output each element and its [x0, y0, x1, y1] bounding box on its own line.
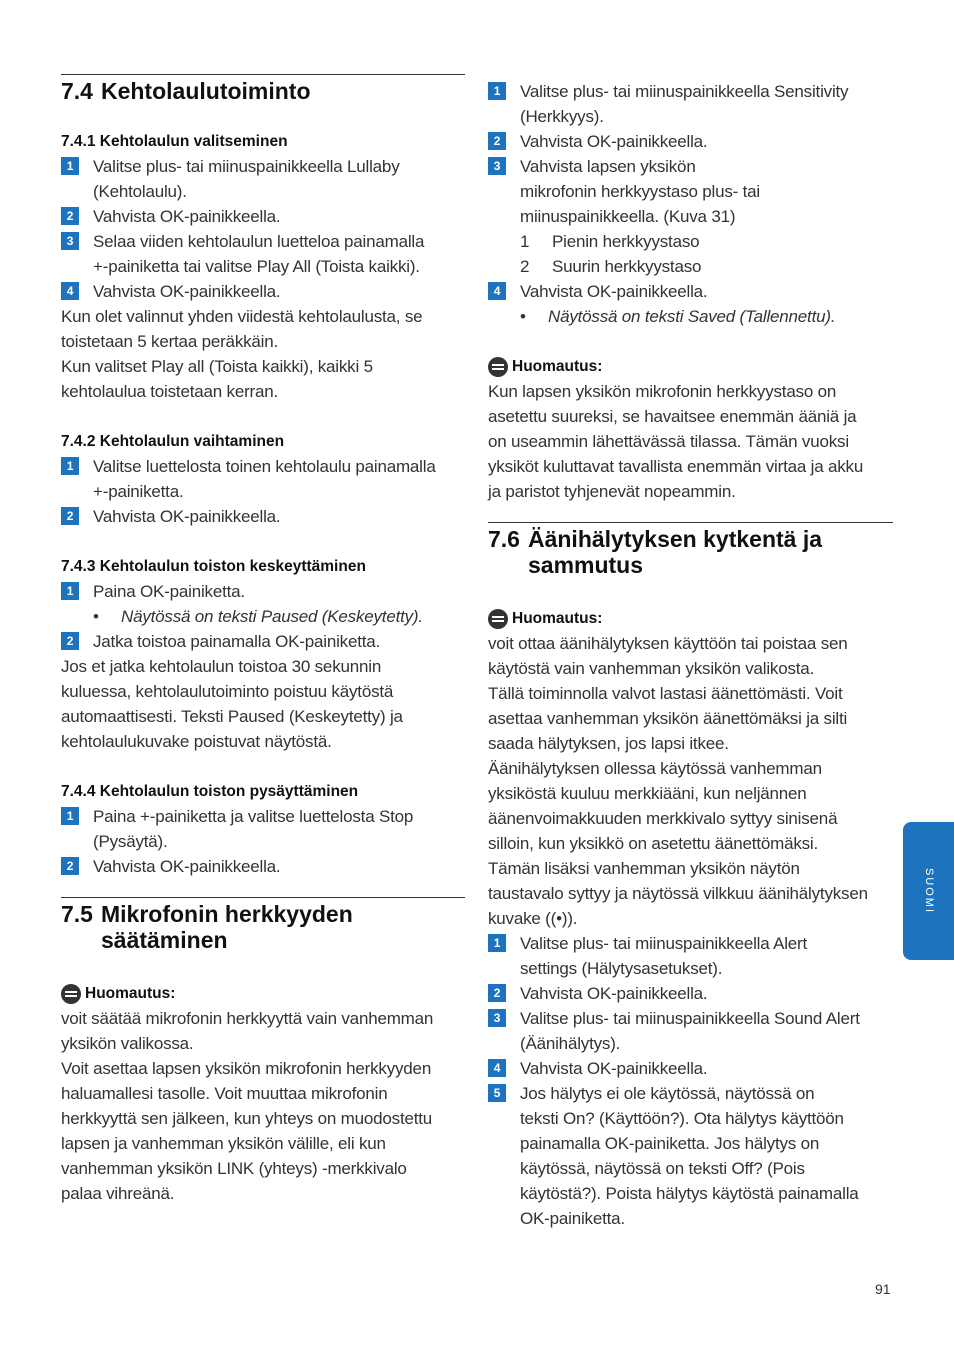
text-line: kehtolaulukuvake poistuvat näytöstä. [61, 732, 332, 751]
step-number-badge: 2 [61, 207, 79, 225]
step-number-badge: 1 [61, 457, 79, 475]
text-line: Voit asettaa lapsen yksikön mikrofonin herkkyyden [61, 1059, 432, 1078]
text-line: haluamallesi tasolle. Voit muuttaa mikrofonin [61, 1084, 388, 1103]
text-line: voit ottaa äänihälytyksen käyttöön tai poistaa sen [488, 634, 848, 653]
text-line: Kun olet valinnut yhden viidestä kehtolaulusta, se [61, 307, 423, 326]
step-list [61, 454, 465, 529]
step-item: 2 Vahvista OK-painikkeella. [61, 504, 465, 529]
text-line: äänenvoimakkuuden merkkivalo syttyy sinisenä [488, 809, 838, 828]
text-line: herkkyyttä sen jälkeen, kun yhteys on muodostettu [61, 1109, 433, 1128]
step-item: 3 Selaa viiden kehtolaulun luetteloa painamalla +-painiketta tai valitse Play All (Toista kaikki). [61, 229, 465, 279]
step-item: 4 Vahvista OK-painikkeella. [488, 279, 893, 304]
text-line: yksikön valikossa. [61, 1034, 194, 1053]
language-side-tab: SUOMI [903, 822, 954, 960]
step-item: 2 Vahvista OK-painikkeella. [61, 854, 465, 879]
step-number-badge: 4 [61, 282, 79, 300]
text-line: toistetaan 5 kertaa peräkkäin. [61, 332, 279, 351]
text-line: asetettu suureksi, se havaitsee enemmän ääniä ja [488, 407, 857, 426]
step-number-badge: 3 [61, 232, 79, 250]
note-text [61, 1006, 465, 1206]
step-number-badge: 2 [61, 632, 79, 650]
step-number-badge: 1 [61, 807, 79, 825]
step-item: 4 Vahvista OK-painikkeella. [488, 1056, 893, 1081]
section-heading-7-4: 7.4 Kehtolaulutoiminto [61, 74, 465, 104]
page-number: 91 [875, 1281, 891, 1297]
right-column [488, 79, 893, 1231]
text-line: Tällä toiminnolla valvot lastasi äänettömästi. Voit [488, 684, 843, 703]
step-number-badge: 3 [488, 1009, 506, 1027]
step-item: 1 Valitse plus- tai miinuspainikkeella Lullaby (Kehtolaulu). [61, 154, 465, 204]
step-number-badge: 2 [488, 132, 506, 150]
text-line: on useammin lähettävässä tilassa. Tämän vuoksi [488, 432, 849, 451]
note-text [488, 379, 893, 504]
level-item: 2 Suurin herkkyystaso [520, 257, 702, 276]
step-list [61, 804, 465, 879]
text-line: saada hälytyksen, jos lapsi itkee. [488, 734, 729, 753]
step-number-badge: 1 [488, 82, 506, 100]
left-column [61, 74, 465, 1206]
step-list [61, 154, 465, 304]
text-line: Kun lapsen yksikön mikrofonin herkkyystaso on [488, 382, 837, 401]
text-line: Kun valitset Play all (Toista kaikki), kaikki 5 [61, 357, 373, 376]
text-line: ja paristot tyhjenevät nopeammin. [488, 482, 736, 501]
text-line: palaa vihreänä. [61, 1184, 175, 1203]
step-item: 1 Paina OK-painiketta. [61, 579, 465, 604]
step-item: 1 Valitse luettelosta toinen kehtolaulu painamalla +-painiketta. [61, 454, 465, 504]
paragraph [61, 304, 465, 404]
subsection-heading-7-4-1: 7.4.1 Kehtolaulun valitseminen [61, 133, 288, 150]
step-number-badge: 1 [488, 934, 506, 952]
level-item: 1 Pienin herkkyystaso [520, 232, 700, 251]
text-line: silloin, kun yksikkö on asetettu äänettömäksi. [488, 834, 819, 853]
step-number-badge: 3 [488, 157, 506, 175]
note-icon [488, 357, 508, 377]
text-line: vanhemman yksikön LINK (yhteys) -merkkivalo [61, 1159, 407, 1178]
text-line: lapsen ja vanhemman yksikön välille, eli kun [61, 1134, 386, 1153]
note-heading: Huomautus: [488, 606, 893, 631]
text-line: yksiköstä kuuluu merkkiääni, kun neljännen [488, 784, 807, 803]
text-line: Jos et jatka kehtolaulun toistoa 30 sekunnin [61, 657, 382, 676]
text-line: asettaa vanhemman yksikön äänettömäksi ja silti [488, 709, 848, 728]
note-heading: Huomautus: [488, 354, 893, 379]
step-item: 1 Paina +-painiketta ja valitse luettelosta Stop (Pysäytä). [61, 804, 465, 854]
step-number-badge: 4 [488, 1059, 506, 1077]
text-line: taustavalo syttyy ja näytössä vilkkuu äänihälytyksen [488, 884, 868, 903]
text-line: yksiköt kuluttavat tavallista enemmän virtaa ja akku [488, 457, 864, 476]
step-item: 2 Vahvista OK-painikkeella. [488, 129, 893, 154]
step-item: 1 Valitse plus- tai miinuspainikkeella Sensitivity (Herkkyys). [488, 79, 893, 129]
bullet-item: • Näytössä on teksti Saved (Tallennettu). [520, 307, 836, 326]
text-line: kuluessa, kehtolaulutoiminto poistuu käytöstä [61, 682, 394, 701]
subsection-heading-7-4-2: 7.4.2 Kehtolaulun vaihtaminen [61, 433, 285, 450]
step-item: 3 Valitse plus- tai miinuspainikkeella Sound Alert (Äänihälytys). [488, 1006, 893, 1056]
text-line: Tämän lisäksi vanhemman yksikön näytön [488, 859, 800, 878]
text-line: kuvake ((•)). [488, 909, 578, 928]
step-item: 3 Vahvista lapsen yksikön mikrofonin herkkyystaso plus- tai miinuspainikkeella. (Kuva 31) [488, 154, 893, 229]
subsection-heading-7-4-3: 7.4.3 Kehtolaulun toiston keskeyttäminen [61, 558, 366, 575]
step-item: 2 Vahvista OK-painikkeella. [488, 981, 893, 1006]
note-icon [61, 984, 81, 1004]
step-item: 1 Valitse plus- tai miinuspainikkeella Alert settings (Hälytysasetukset). [488, 931, 893, 981]
step-number-badge: 2 [61, 507, 79, 525]
step-item: 4 Vahvista OK-painikkeella. [61, 279, 465, 304]
step-number-badge: 1 [61, 157, 79, 175]
step-item: 2 Jatka toistoa painamalla OK-painiketta. [61, 629, 465, 654]
step-list [488, 931, 893, 1231]
paragraph [61, 654, 465, 754]
note-text [488, 631, 893, 931]
note-heading: Huomautus: [61, 981, 465, 1006]
step-item: 5 Jos hälytys ei ole käytössä, näytössä on teksti On? (Käyttöön?). Ota hälytys käyttöön painamalla OK-painiketta. Jos hälytys on käytössä, näytössä on teksti Off? (Pois käytöstä?). Poista hälytys käytöstä painamalla OK-painiketta. [488, 1081, 893, 1231]
step-number-badge: 2 [488, 984, 506, 1002]
bullet-item: • Näytössä on teksti Paused (Keskeytetty). [93, 607, 423, 626]
text-line: voit säätää mikrofonin herkkyyttä vain vanhemman [61, 1009, 434, 1028]
subsection-heading-7-4-4: 7.4.4 Kehtolaulun toiston pysäyttäminen [61, 783, 359, 800]
step-item: 2 Vahvista OK-painikkeella. [61, 204, 465, 229]
step-number-badge: 1 [61, 582, 79, 600]
text-line: kehtolaulua toistetaan kerran. [61, 382, 279, 401]
step-number-badge: 5 [488, 1084, 506, 1102]
step-number-badge: 4 [488, 282, 506, 300]
section-heading-7-5: 7.5 Mikrofonin herkkyyden säätäminen [61, 897, 465, 953]
step-number-badge: 2 [61, 857, 79, 875]
text-line: käytöstä vain vanhemman yksikön valikosta. [488, 659, 815, 678]
note-icon [488, 609, 508, 629]
text-line: automaattisesti. Teksti Paused (Keskeytetty) ja [61, 707, 403, 726]
text-line: Äänihälytyksen ollessa käytössä vanhemman [488, 759, 822, 778]
section-heading-7-6: 7.6 Äänihälytyksen kytkentä ja sammutus [488, 522, 893, 578]
